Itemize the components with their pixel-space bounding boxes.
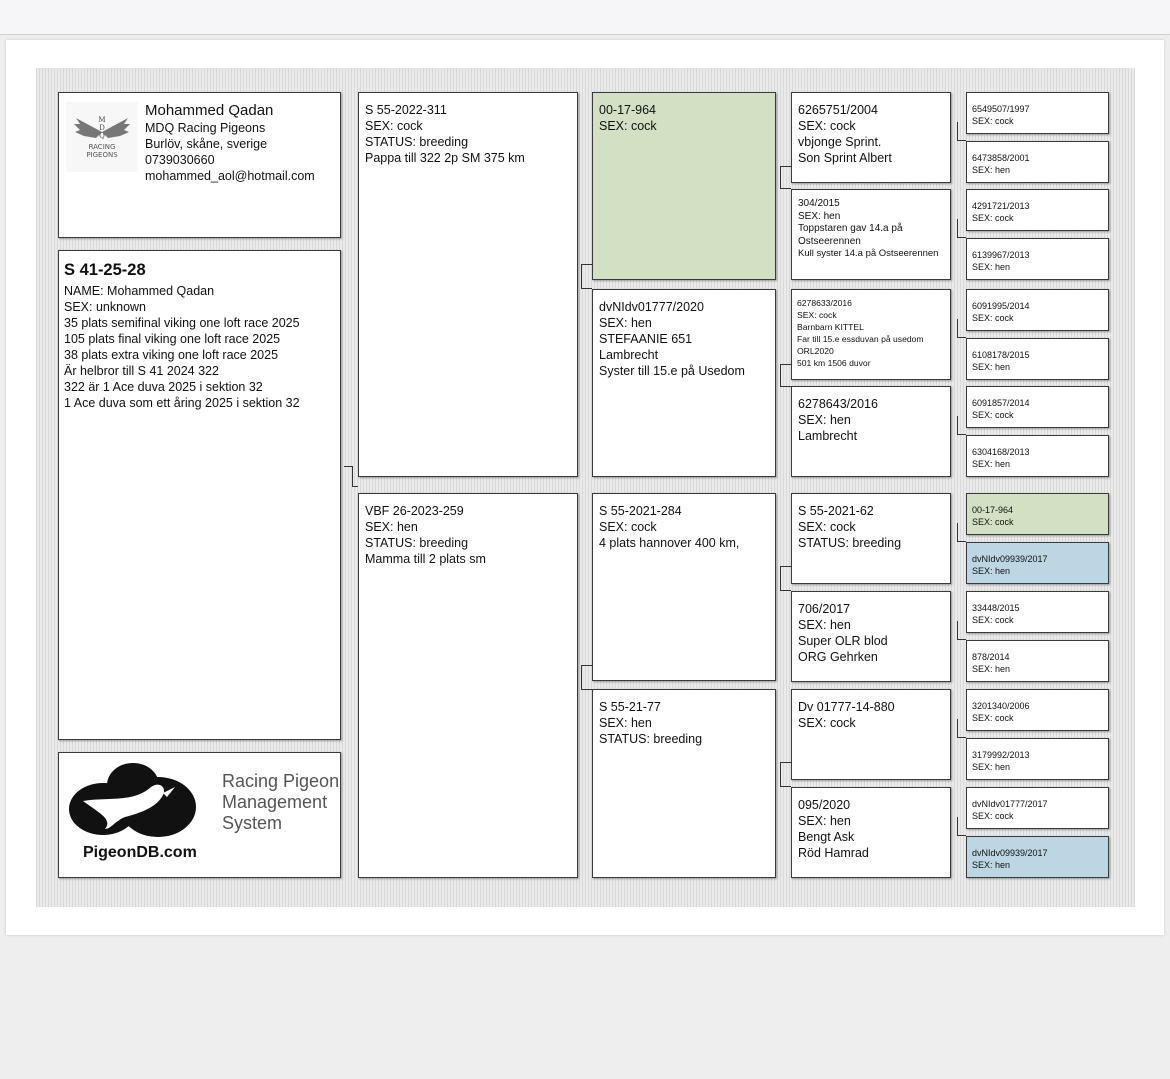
gen4-card[interactable]: [966, 189, 1109, 231]
note-line: Bengt Ask: [798, 830, 855, 844]
gen4-card[interactable]: [966, 386, 1109, 428]
gen3-card[interactable]: [791, 92, 951, 183]
note-line: STEFAANIE 651: [599, 332, 693, 346]
svg-text:RACING: RACING: [88, 143, 116, 151]
dam-card[interactable]: [358, 493, 578, 878]
sex-label: SEX: hen: [798, 618, 851, 632]
ring-number: dvNIdv09939/2017: [972, 848, 1048, 858]
note-line: 4 plats hannover 400 km,: [599, 536, 740, 550]
pedigree-connector: [581, 665, 592, 666]
sex-label: SEX: hen: [972, 165, 1011, 175]
ring-number: 6473858/2001: [972, 153, 1030, 163]
ring-number: 4291721/2013: [972, 201, 1030, 211]
loft-logo: [66, 102, 138, 172]
note-line: Kull syster 14.a på Ostseerennen: [798, 248, 939, 259]
pedigree-connector: [780, 786, 791, 787]
note-line: Barnbarn KITTEL: [797, 322, 864, 332]
sex-label: SEX: cock: [599, 119, 657, 133]
gen4-card[interactable]: [966, 738, 1109, 780]
sex-label: SEX: hen: [972, 362, 1011, 372]
granddam-maternal-card[interactable]: [592, 689, 776, 878]
svg-text:D: D: [99, 124, 105, 132]
pedigree-connector: [957, 219, 958, 237]
sex-label: SEX: hen: [365, 520, 418, 534]
note-line: Far till 15.e essduvan på usedom ORL2020: [797, 334, 924, 356]
sex-label: SEX: hen: [599, 316, 652, 330]
ring-number: Dv 01777-14-880: [798, 700, 895, 714]
ring-number: S 55-2021-62: [798, 504, 874, 518]
gen3-card[interactable]: [791, 493, 951, 584]
sex-label: SEX: cock: [797, 310, 837, 320]
grandsire-paternal-card[interactable]: [592, 92, 776, 280]
sex-label: SEX: hen: [972, 459, 1011, 469]
sex-label: SEX: cock: [972, 811, 1014, 821]
pedigree-connector: [352, 486, 358, 487]
gen4-card[interactable]: [966, 338, 1109, 380]
ring-number: 6091995/2014: [972, 301, 1030, 311]
brand-line: Management: [222, 792, 328, 812]
ring-number: VBF 26-2023-259: [365, 504, 464, 518]
ring-number: 00-17-964: [599, 103, 656, 117]
subject-line: Är helbror till S 41 2024 322: [64, 364, 219, 378]
pedigree-connector: [581, 288, 592, 289]
status-label: STATUS: breeding: [365, 536, 469, 550]
brand-text: [222, 771, 339, 834]
note-line: Toppstaren gav 14.a på Ostseerennen: [798, 223, 903, 247]
ring-number: 095/2020: [798, 798, 851, 812]
grandsire-maternal-card[interactable]: [592, 493, 776, 681]
ring-number: dvNIdv01777/2020: [599, 300, 704, 314]
pedigree-connector: [957, 319, 958, 337]
gen4-card[interactable]: [966, 289, 1109, 331]
sex-label: SEX: hen: [972, 860, 1011, 870]
gen4-card[interactable]: [966, 238, 1109, 280]
sex-label: SEX: cock: [972, 517, 1014, 527]
pedigree-connector: [344, 466, 352, 467]
subject-line: NAME: Mohammed Qadan: [64, 284, 215, 298]
pedigree-connector: [957, 719, 958, 737]
pedigree-connector: [780, 364, 781, 386]
ring-number: 3179992/2013: [972, 750, 1030, 760]
owner-name: Mohammed Qadan: [145, 102, 274, 119]
sex-label: SEX: cock: [798, 716, 856, 730]
ring-number: S 55-2022-311: [365, 103, 447, 117]
gen4-card[interactable]: [966, 92, 1109, 134]
note-line: Son Sprint Albert: [798, 151, 892, 165]
ring-number: dvNIdv09939/2017: [972, 554, 1048, 564]
subject-line: 1 Ace duva som ett åring 2025 i sektion 32: [64, 396, 300, 410]
ring-number: 304/2015: [798, 198, 840, 209]
gen3-card[interactable]: [791, 787, 951, 878]
sex-label: SEX: hen: [972, 262, 1011, 272]
sex-label: SEX: cock: [798, 520, 856, 534]
pedigree-connector: [957, 621, 958, 639]
subject-line: 322 är 1 Ace duva 2025 i sektion 32: [64, 380, 263, 394]
subject-line: 38 plats extra viking one loft race 2025: [64, 348, 279, 362]
pedigree-connector: [581, 264, 592, 265]
pedigree-connector: [957, 817, 958, 835]
pedigree-connector: [780, 566, 781, 590]
note-line: 501 km 1506 duvor: [797, 358, 871, 368]
gen3-card[interactable]: [791, 289, 951, 380]
sex-label: SEX: cock: [599, 520, 657, 534]
pedigree-connector: [957, 416, 958, 434]
subject-line: SEX: unknown: [64, 300, 146, 314]
pedigree-connector: [957, 737, 966, 738]
ring-number: 6265751/2004: [798, 103, 878, 117]
pedigree-connector: [780, 762, 781, 786]
ring-number: 6091857/2014: [972, 398, 1030, 408]
pedigree-connector: [957, 337, 966, 338]
pedigree-connector: [957, 541, 966, 542]
note-line: ORG Gehrken: [798, 650, 878, 664]
ring-number: 6278633/2016: [797, 298, 852, 308]
gen4-card[interactable]: [966, 640, 1109, 682]
note-line: Lambrecht: [798, 429, 858, 443]
app-top-bar: [0, 0, 1170, 35]
ring-number: 706/2017: [798, 602, 851, 616]
pedigree-connector: [780, 166, 791, 167]
svg-text:Q: Q: [99, 132, 105, 140]
sex-label: SEX: cock: [972, 116, 1014, 126]
gen4-card[interactable]: [966, 787, 1109, 829]
note-line: Lambrecht: [599, 348, 659, 362]
gen3-card[interactable]: [791, 689, 951, 780]
granddam-paternal-card[interactable]: [592, 289, 776, 477]
sex-label: SEX: cock: [798, 119, 856, 133]
pedigree-connector: [581, 264, 582, 288]
brand-line: System: [222, 813, 283, 833]
owner-location: Burlöv, skåne, sverige: [145, 137, 268, 151]
owner-phone: 0739030660: [145, 153, 215, 167]
ring-number: S 55-21-77: [599, 700, 661, 714]
note-line: Röd Hamrad: [798, 846, 869, 860]
ring-number: 6108178/2015: [972, 350, 1030, 360]
note-line: vbjonge Sprint.: [798, 135, 882, 149]
pedigree-connector: [352, 466, 353, 486]
svg-text:M: M: [98, 116, 106, 124]
pedigree-connector: [581, 689, 592, 690]
note-line: Pappa till 322 2p SM 375 km: [365, 151, 525, 165]
ring-number: 6549507/1997: [972, 104, 1030, 114]
pedigree-connector: [957, 237, 966, 238]
pedigree-connector: [780, 386, 791, 387]
winged-logo-icon: [66, 102, 138, 172]
pedigree-connector: [957, 639, 966, 640]
sex-label: SEX: cock: [972, 615, 1014, 625]
brand-card: [58, 752, 341, 878]
subject-line: 35 plats semifinal viking one loft race 2025: [64, 316, 300, 330]
ring-number: S 55-2021-284: [599, 504, 682, 518]
gen4-card[interactable]: [966, 141, 1109, 183]
pedigree-connector: [780, 566, 791, 567]
sex-label: SEX: hen: [798, 413, 851, 427]
gen3-card[interactable]: [791, 591, 951, 682]
sex-label: SEX: hen: [972, 566, 1011, 576]
sex-label: SEX: cock: [972, 410, 1014, 420]
pedigree-connector: [957, 434, 966, 435]
ring-number: 3201340/2006: [972, 701, 1030, 711]
subject-card: [58, 250, 341, 740]
sex-label: SEX: hen: [798, 210, 841, 222]
note-line: Super OLR blod: [798, 634, 888, 648]
gen3-card[interactable]: [791, 386, 951, 477]
svg-text:PIGEONS: PIGEONS: [86, 151, 118, 159]
gen4-card[interactable]: [966, 435, 1109, 477]
note-line: Mamma till 2 plats sm: [365, 552, 486, 566]
pedigree-connector: [780, 364, 791, 365]
sex-label: SEX: hen: [599, 716, 652, 730]
ring-number: 6139967/2013: [972, 250, 1030, 260]
pedigree-connector: [581, 665, 582, 689]
sex-label: SEX: cock: [365, 119, 423, 133]
pedigree-connector: [780, 762, 791, 763]
status-label: STATUS: breeding: [365, 135, 469, 149]
ring-number: 33448/2015: [972, 603, 1020, 613]
ring-number: 6278643/2016: [798, 397, 878, 411]
status-label: STATUS: breeding: [798, 536, 902, 550]
owner-loft: MDQ Racing Pigeons: [145, 121, 266, 135]
owner-card: [58, 92, 341, 238]
pedigree-connector: [957, 140, 966, 141]
pedigree-connector: [957, 523, 958, 541]
gen4-card[interactable]: [966, 836, 1109, 878]
gen4-card[interactable]: [966, 493, 1109, 535]
pedigree-connector: [780, 166, 781, 188]
sire-card[interactable]: [358, 92, 578, 477]
pedigree-connector: [780, 590, 791, 591]
gen4-card[interactable]: [966, 689, 1109, 731]
gen3-card[interactable]: [791, 189, 951, 280]
status-label: STATUS: breeding: [599, 732, 703, 746]
owner-email[interactable]: mohammed_aol@hotmail.com: [145, 169, 315, 183]
sex-label: SEX: cock: [972, 713, 1014, 723]
ring-number: dvNIdv01777/2017: [972, 799, 1048, 809]
subject-ring: S 41-25-28: [64, 261, 146, 279]
brand-line: Racing Pigeon: [222, 771, 340, 791]
sex-label: SEX: cock: [972, 213, 1014, 223]
pedigree-connector: [780, 188, 791, 189]
sex-label: SEX: hen: [972, 762, 1011, 772]
brand-url[interactable]: PigeonDB.com: [83, 844, 197, 861]
subject-line: 105 plats final viking one loft race 2025: [64, 332, 281, 346]
ring-number: 00-17-964: [972, 505, 1014, 515]
pedigree-connector: [957, 835, 966, 836]
pigeondb-logo-icon: [63, 757, 213, 847]
gen4-card[interactable]: [966, 591, 1109, 633]
pedigree-connector: [957, 122, 958, 140]
gen4-card[interactable]: [966, 542, 1109, 584]
sex-label: SEX: cock: [972, 313, 1014, 323]
ring-number: 878/2014: [972, 652, 1010, 662]
sex-label: SEX: hen: [798, 814, 851, 828]
sex-label: SEX: hen: [972, 664, 1011, 674]
note-line: Syster till 15.e på Usedom: [599, 364, 745, 378]
pedigree-canvas: [36, 68, 1135, 907]
ring-number: 6304168/2013: [972, 447, 1030, 457]
